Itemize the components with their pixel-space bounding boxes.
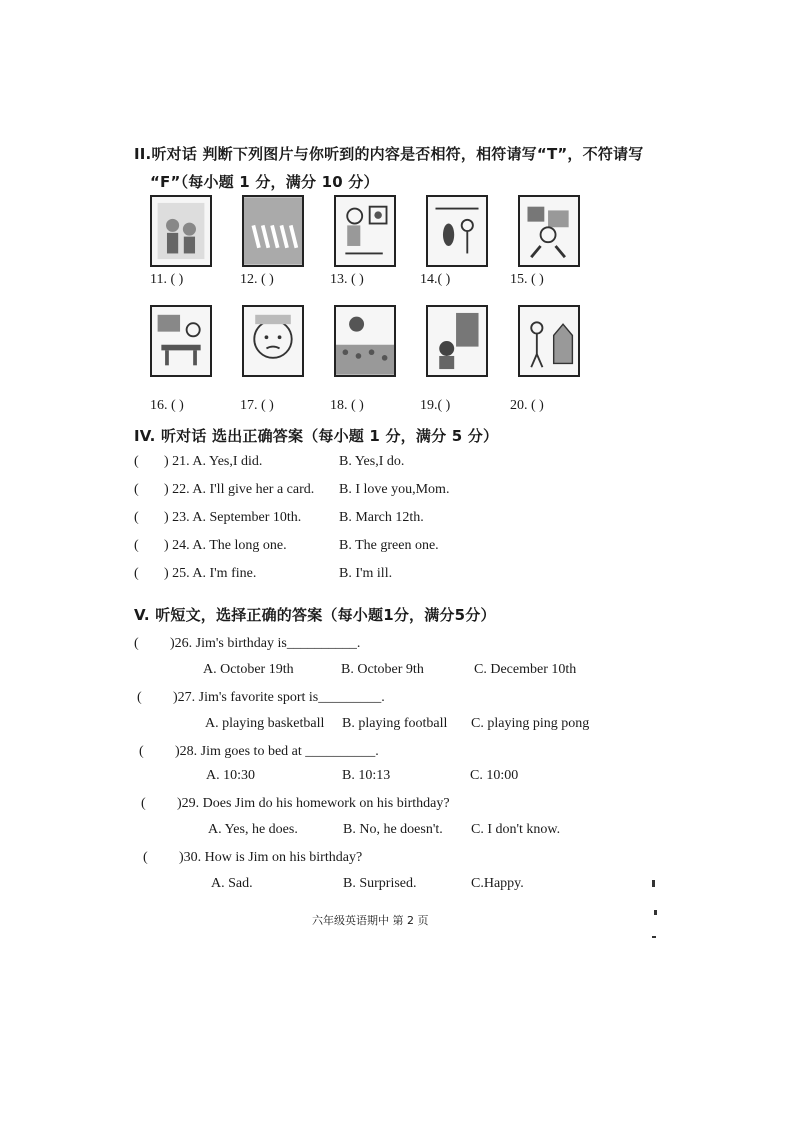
- question-27-stem: )27. Jim's favorite sport is_________.: [173, 690, 385, 705]
- answer-blank-18[interactable]: 18. ( ): [330, 398, 364, 413]
- question-30-paren[interactable]: (: [143, 850, 148, 865]
- question-29: [141, 796, 450, 812]
- question-22-option-a: ) 22. A. I'll give her a card.: [164, 482, 315, 497]
- question-25-paren[interactable]: (: [134, 566, 139, 581]
- picture-15: [518, 195, 580, 267]
- question-30-options: [0, 876, 794, 894]
- question-27-option-c: C. playing ping pong: [471, 716, 590, 731]
- answer-blank-11[interactable]: 11. ( ): [150, 272, 184, 287]
- picture-18: [334, 305, 396, 377]
- scan-speck: [652, 880, 655, 887]
- question-29-options: [0, 822, 794, 840]
- question-28: [139, 744, 379, 760]
- answer-row-1: [150, 272, 580, 288]
- question-24-option-b: B. The green one.: [339, 538, 439, 553]
- picture-19: [426, 305, 488, 377]
- question-24-option-a: ) 24. A. The long one.: [164, 538, 287, 553]
- section-3-subtitle: “F”（每小题 1 分，满分 10 分）: [150, 173, 379, 191]
- question-26-paren[interactable]: (: [134, 636, 139, 651]
- question-25-option-b: B. I'm ill.: [339, 566, 393, 581]
- question-27-options: [0, 716, 794, 734]
- question-28-options: [0, 768, 794, 786]
- question-28-option-b: B. 10:13: [342, 768, 391, 783]
- question-23-paren[interactable]: (: [134, 510, 139, 525]
- question-26-option-a: A. October 19th: [203, 662, 294, 677]
- scan-speck: [652, 936, 656, 938]
- question-28-option-a: A. 10:30: [206, 768, 255, 783]
- question-28-stem: )28. Jim goes to bed at __________.: [175, 744, 379, 759]
- question-30-option-b: B. Surprised.: [343, 876, 417, 891]
- question-22: [134, 482, 449, 498]
- answer-blank-14[interactable]: 14.( ): [420, 272, 451, 287]
- picture-16: [150, 305, 212, 377]
- answer-blank-13[interactable]: 13. ( ): [330, 272, 364, 287]
- question-26-option-c: C. December 10th: [474, 662, 577, 677]
- question-30-stem: )30. How is Jim on his birthday?: [179, 850, 363, 865]
- question-24: [134, 538, 439, 554]
- question-22-paren[interactable]: (: [134, 482, 139, 497]
- question-29-stem: )29. Does Jim do his homework on his birthday?: [177, 796, 450, 811]
- question-26-options: [0, 662, 794, 680]
- question-21-option-a: ) 21. A. Yes,I did.: [164, 454, 263, 469]
- answer-blank-16[interactable]: 16. ( ): [150, 398, 184, 413]
- question-23-option-b: B. March 12th.: [339, 510, 424, 525]
- question-30: [143, 850, 362, 866]
- question-29-option-c: C. I don't know.: [471, 822, 561, 837]
- scan-speck: [654, 910, 657, 915]
- picture-14: [426, 195, 488, 267]
- picture-17: [242, 305, 304, 377]
- question-26-stem: )26. Jim's birthday is__________.: [170, 636, 361, 651]
- question-22-option-b: B. I love you,Mom.: [339, 482, 450, 497]
- picture-13: [334, 195, 396, 267]
- question-27: [137, 690, 385, 706]
- question-21: [134, 454, 404, 470]
- answer-blank-17[interactable]: 17. ( ): [240, 398, 274, 413]
- question-30-option-a: A. Sad.: [211, 876, 253, 891]
- answer-blank-20[interactable]: 20. ( ): [510, 398, 544, 413]
- question-28-option-c: C. 10:00: [470, 768, 519, 783]
- page-footer: 六年级英语期中 第 2 页: [312, 914, 429, 927]
- question-29-option-b: B. No, he doesn't.: [343, 822, 443, 837]
- question-23-option-a: ) 23. A. September 10th.: [164, 510, 302, 525]
- answer-blank-19[interactable]: 19.( ): [420, 398, 451, 413]
- question-24-paren[interactable]: (: [134, 538, 139, 553]
- picture-row-2: [150, 305, 580, 377]
- picture-row-1: [150, 195, 580, 267]
- picture-11: [150, 195, 212, 267]
- question-25-option-a: ) 25. A. I'm fine.: [164, 566, 257, 581]
- question-28-paren[interactable]: (: [139, 744, 144, 759]
- question-27-option-b: B. playing football: [342, 716, 448, 731]
- section-4-title: IV. 听对话 选出正确答案（每小题 1 分，满分 5 分）: [134, 427, 499, 445]
- question-25: [134, 566, 392, 582]
- question-30-option-c: C.Happy.: [471, 876, 524, 891]
- question-29-paren[interactable]: (: [141, 796, 146, 811]
- question-26-option-b: B. October 9th: [341, 662, 424, 677]
- question-21-paren[interactable]: (: [134, 454, 139, 469]
- question-27-paren[interactable]: (: [137, 690, 142, 705]
- answer-row-2: [150, 398, 580, 414]
- question-21-option-b: B. Yes,I do.: [339, 454, 405, 469]
- question-26: [134, 636, 360, 652]
- answer-blank-12[interactable]: 12. ( ): [240, 272, 274, 287]
- answer-blank-15[interactable]: 15. ( ): [510, 272, 544, 287]
- section-3-title: II.听对话 判断下列图片与你听到的内容是否相符，相符请写“T”，不符请写: [134, 145, 644, 163]
- picture-12: [242, 195, 304, 267]
- question-27-option-a: A. playing basketball: [205, 716, 325, 731]
- question-23: [134, 510, 424, 526]
- question-29-option-a: A. Yes, he does.: [208, 822, 298, 837]
- picture-20: [518, 305, 580, 377]
- section-5-title: V. 听短文，选择正确的答案（每小题1分，满分5分）: [134, 606, 496, 624]
